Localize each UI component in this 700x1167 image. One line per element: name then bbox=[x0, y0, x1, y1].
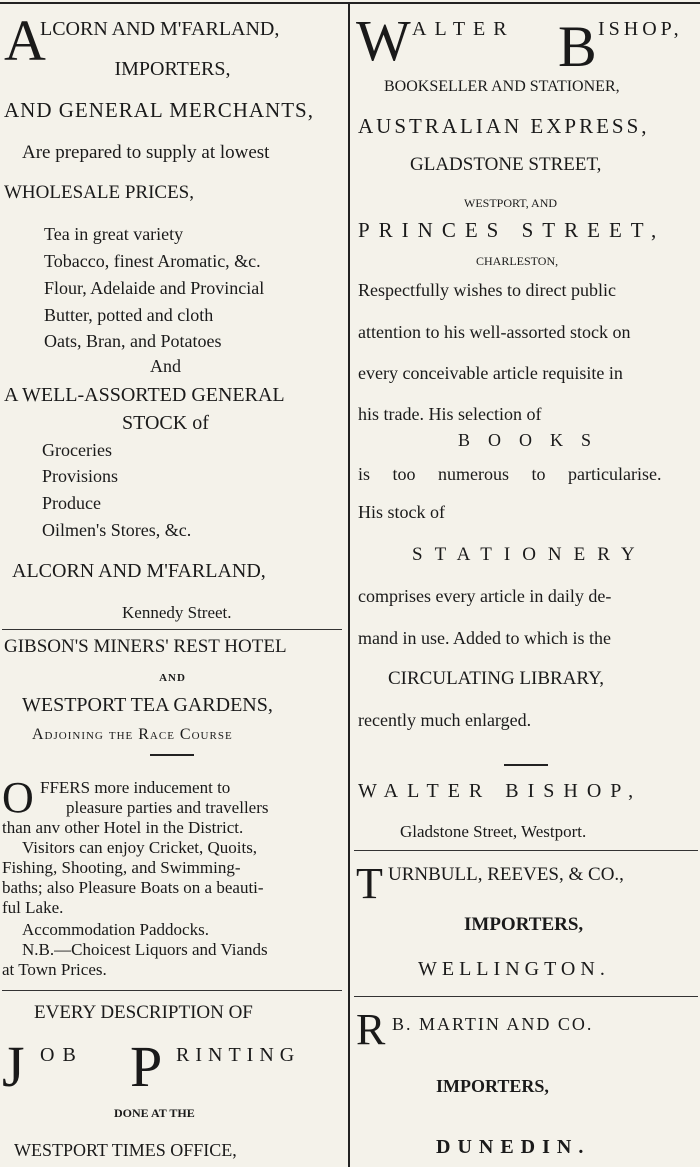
alcorn-general-merchants: AND GENERAL MERCHANTS, bbox=[4, 98, 314, 122]
turnbull-initial: T bbox=[356, 859, 383, 908]
job-rest: OB bbox=[40, 1044, 84, 1066]
ad-separator bbox=[2, 629, 342, 630]
alcorn-item: Butter, potted and cloth bbox=[44, 305, 214, 325]
gibson-subtitle: WESTPORT TEA GARDENS, bbox=[22, 694, 273, 716]
alcorn-item: Tobacco, finest Aromatic, &c. bbox=[44, 251, 261, 271]
bishop-footer-street: Gladstone Street, Westport. bbox=[400, 822, 587, 841]
alcorn-header: LCORN AND M'FARLAND, bbox=[40, 18, 280, 40]
left-column bbox=[0, 4, 345, 1167]
gibson-text: at Town Prices. bbox=[2, 960, 107, 979]
library-line: CIRCULATING LIBRARY, bbox=[388, 668, 605, 689]
gladstone-line: GLADSTONE STREET, bbox=[410, 154, 602, 175]
alcorn-importers: IMPORTERS, bbox=[114, 58, 231, 80]
alcorn-item: Flour, Adelaide and Provincial bbox=[44, 278, 265, 298]
bishop-footer-name: WALTER BISHOP, bbox=[358, 780, 643, 802]
alcorn-item: Oats, Bran, and Potatoes bbox=[44, 331, 222, 351]
numerous-line: is too numerous to particularise. bbox=[358, 464, 662, 484]
demand-line: mand in use. Added to which is the bbox=[358, 628, 611, 648]
printing-office: WESTPORT TIMES OFFICE, bbox=[14, 1140, 237, 1160]
gibson-text: than anv other Hotel in the District. bbox=[2, 818, 244, 837]
alcorn-prepared: Are prepared to supply at lowest bbox=[22, 142, 270, 163]
bishop-rest: ISHOP, bbox=[598, 18, 683, 40]
printing-done: DONE AT THE bbox=[114, 1106, 195, 1120]
bishop-body-line: every conceivable article requisite in bbox=[358, 363, 623, 383]
gibson-text: ful Lake. bbox=[2, 898, 64, 917]
alcorn-item: Produce bbox=[42, 493, 101, 513]
gibson-text: Visitors can enjoy Cricket, Quoits, bbox=[22, 838, 258, 857]
martin-importers: IMPORTERS, bbox=[436, 1076, 549, 1096]
printing-title: EVERY DESCRIPTION OF bbox=[34, 1002, 253, 1023]
charleston-line: CHARLESTON, bbox=[476, 254, 559, 268]
alcorn-footer: ALCORN AND M'FARLAND, bbox=[12, 560, 266, 582]
ad-separator bbox=[2, 990, 342, 991]
gibson-drop-cap: O bbox=[2, 773, 34, 822]
enlarged-line: recently much enlarged. bbox=[358, 710, 532, 730]
express-line: AUSTRALIAN EXPRESS, bbox=[358, 114, 650, 138]
alcorn-street: Kennedy Street. bbox=[122, 603, 232, 622]
alcorn-item: Groceries bbox=[42, 440, 112, 460]
bishop-body-line: attention to his well-assorted stock on bbox=[358, 322, 631, 342]
turnbull-importers: IMPORTERS, bbox=[464, 914, 584, 935]
alcorn-stock-line2: STOCK of bbox=[122, 412, 209, 434]
princes-line: PRINCES STREET, bbox=[358, 218, 666, 242]
bishop-body-line: his trade. His selection of bbox=[358, 404, 542, 424]
walter-rest: ALTER bbox=[412, 18, 515, 40]
bishop-body-line: Respectfully wishes to direct public bbox=[358, 280, 616, 300]
ad-separator bbox=[354, 996, 698, 997]
stock-of-line: His stock of bbox=[358, 502, 445, 522]
right-column bbox=[354, 4, 700, 1167]
column-divider bbox=[348, 4, 350, 1167]
alcorn-item: Provisions bbox=[42, 466, 119, 486]
stationery-word: STATIONERY bbox=[412, 544, 647, 565]
turnbull-header: URNBULL, REEVES, & CO., bbox=[388, 864, 624, 885]
martin-initial: R bbox=[356, 1005, 386, 1054]
martin-header: B. MARTIN AND CO. bbox=[392, 1014, 594, 1034]
bookseller-line: BOOKSELLER AND STATIONER, bbox=[384, 78, 620, 95]
alcorn-item: Oilmen's Stores, &c. bbox=[42, 520, 192, 540]
gibson-adjoining: Adjoining the Race Course bbox=[32, 726, 233, 743]
alcorn-drop-cap: A bbox=[4, 8, 46, 73]
short-rule bbox=[504, 764, 548, 766]
gibson-text: FFERS more inducement to bbox=[40, 778, 231, 797]
gibson-and: AND bbox=[159, 672, 186, 684]
martin-city: DUNEDIN. bbox=[436, 1136, 591, 1158]
ad-separator bbox=[354, 850, 698, 851]
bishop-initial: B bbox=[558, 14, 597, 79]
gibson-text: Fishing, Shooting, and Swimming- bbox=[2, 858, 241, 877]
gibson-text: Accommodation Paddocks. bbox=[22, 920, 209, 939]
gibson-text: N.B.—Choicest Liquors and Viands bbox=[22, 940, 268, 959]
books-word: BOOKS bbox=[458, 430, 610, 450]
job-initial: J bbox=[2, 1034, 25, 1099]
alcorn-item: Tea in great variety bbox=[44, 224, 184, 244]
gibson-title: GIBSON'S MINERS' REST HOTEL bbox=[4, 636, 287, 657]
alcorn-and: And bbox=[150, 356, 181, 376]
printing-initial: P bbox=[130, 1034, 163, 1099]
turnbull-city: WELLINGTON. bbox=[418, 958, 610, 980]
westport-line: WESTPORT, AND bbox=[464, 196, 558, 210]
walter-initial: W bbox=[356, 8, 411, 73]
alcorn-wholesale: WHOLESALE PRICES, bbox=[4, 182, 194, 203]
comprises-line: comprises every article in daily de- bbox=[358, 586, 612, 606]
gibson-text: baths; also Pleasure Boats on a beauti- bbox=[2, 878, 264, 897]
gibson-text: pleasure parties and travellers bbox=[66, 798, 269, 817]
printing-rest: RINTING bbox=[176, 1044, 301, 1066]
alcorn-stock-line1: A WELL-ASSORTED GENERAL bbox=[4, 384, 285, 406]
short-rule bbox=[150, 754, 194, 756]
